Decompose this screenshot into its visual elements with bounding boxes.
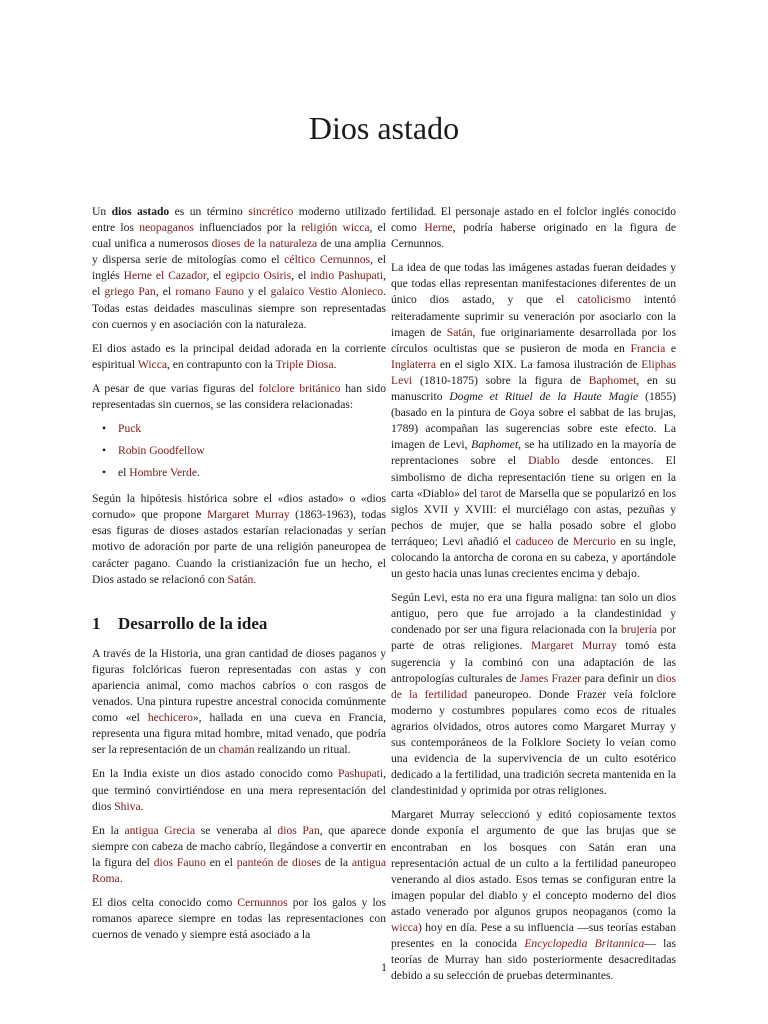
link-dios-pan[interactable]: dios Pan: [277, 823, 320, 837]
link-caduceo[interactable]: caduceo: [515, 534, 554, 548]
link-james-frazer[interactable]: James Frazer: [519, 671, 582, 685]
figures-list: [92, 421, 386, 481]
link-antigua-grecia[interactable]: antigua Grecia: [124, 823, 196, 837]
link-wicca-2[interactable]: wicca: [391, 921, 419, 935]
link-sincretico[interactable]: sincrético: [248, 205, 294, 218]
link-herne[interactable]: Herne: [424, 221, 453, 235]
link-margaret-murray-2[interactable]: Margaret Murray: [531, 639, 617, 653]
section-heading: [92, 613, 386, 633]
link-triple-diosa[interactable]: Triple Diosa: [275, 357, 334, 371]
link-eliphas-levi[interactable]: Eliphas Levi: [391, 357, 676, 387]
paragraph: A pesar de que varias figuras del folclore británico han sido representadas sin cuernos, se las considera relacionadas:: [92, 381, 386, 412]
link-galaico-vestio[interactable]: galaico Vestio Alonieco: [270, 285, 384, 299]
link-hombre-verde[interactable]: Hombre Verde: [129, 466, 197, 480]
link-neopaganos[interactable]: neopaganos: [139, 221, 194, 235]
link-brujeria[interactable]: brujería: [620, 623, 658, 637]
paragraph: A través de la Historia, una gran cantidad de dioses paganos y figuras folclóricas fueron representadas con astas y con apariencia animal, como machos cabríos o con rasgos de venados. Una pintura rupestre ancestral conocida comúnmente como «el hechicero», hallada en una cueva en Francia, representa una figura mitad hombre, mitad venado, que podría ser la representación de un chamán realizando un ritual.: [92, 646, 386, 757]
page-number: 1: [381, 960, 387, 974]
link-mercurio[interactable]: Mercurio: [572, 534, 616, 548]
link-puck[interactable]: Puck: [118, 422, 142, 436]
paragraph: Margaret Murray seleccionó y editó copiosamente textos donde exponía el argumento de que las brujas que se encontraban en los bosques con Satán eran una representación actual de un culto a la fertilidad paneuropeo venerando al dios astado. Esos temas se configuran entre la imagen popular del diablo y el concepto moderno del dios astado venerado por algunos grupos neopaganos (como la wicca) hoy en día. Pese a su influencia —sus teorías estaban presentes en la conocida Encyclopedia Britannica— las teorías de Murray han sido posteriormente desacreditadas debido a su selección de pruebas determinantes.: [391, 808, 677, 983]
right-column: [391, 204, 676, 992]
link-cernunnos[interactable]: Cernunnos: [237, 896, 288, 910]
paragraph: En la India existe un dios astado conocido como Pashupati, que terminó convirtiéndose en una mera representación del dios Shiva.: [92, 767, 386, 813]
list-item: [118, 443, 386, 459]
list-item: • el Hombre Verde.: [118, 465, 386, 481]
link-tarot[interactable]: tarot: [480, 486, 502, 500]
paragraph: La idea de que todas las imágenes astadas fueran deidades y que todas ellas representan manifestaciones diferentes de un único dios astado, y que el catolicismo intentó reiteradamente suprimir su veneración por asociarlo con la imagen de Satán, fue originariamente desarrollada por los círculos ocultistas que se pusieron de moda en Francia e Inglaterra en el siglo XIX. La famosa ilustración de Eliphas Levi (1810-1875) sobre la figura de Baphomet, en su manuscrito Dogme et Rituel de la Haute Magie (1855) (basado en la pintura de Goya sobre el sabbat de las brujas, 1789) acompañan las sugerencias sobre este efecto. La imagen de Levi, Baphomet, se ha utilizado en la mayoría de reprentaciones sobre el Diablo desde entonces. El simbolismo de dicha representación tiene su origen en la carta «Diablo» del tarot de Marsella que se popularizó en los siglos XVII y XVIII: el murciélago con astas, pezuñas y pechos de mujer, que se halla posado sobre el globo terráqueo; Levi añadió el caduceo de Mercurio en su ingle, colocando la antorcha de corona en su cabeza, y aportándole un gesto hacia unas lunas crecientes encima y debajo.: [391, 261, 677, 581]
link-celtico-cernunnos[interactable]: céltico Cernunnos: [284, 253, 371, 267]
paragraph: Según Levi, esta no era una figura maligna: tan solo un dios antiguo, pero que fue arrojado a la clandestinidad y condenado por ser una figura relacionada con la brujería por parte de otras religiones. Margaret Murray tomó esta sugerencia y la combinó con una adaptación de las antropologías culturales de James Frazer para definir un dios de la fertilidad paneuropeo. Donde Frazer veía folclore moderno y costumbres populares como ecos de rituales agrarios olvidados, otros autores como Margaret Murray y sus contemporáneos de la Folklore Society lo veían como una evidencia de la supervivencia de un culto esotérico dedicado a la fertilidad, una tradición secreta mantenida en la clandestinidad y oprimida por otras religiones.: [391, 591, 676, 798]
link-encyclopedia-britannica[interactable]: Encyclopedia Britannica: [524, 937, 645, 951]
page-title: Dios astado: [308, 110, 460, 146]
section-title: Desarrollo de la idea: [118, 613, 268, 633]
link-dios-fauno[interactable]: dios Fauno: [153, 855, 206, 869]
link-griego-pan[interactable]: griego Pan: [104, 285, 156, 299]
link-catolicismo[interactable]: catolicismo: [577, 293, 631, 307]
link-panteon-dioses[interactable]: panteón de dioses: [236, 855, 322, 869]
link-dioses-naturaleza[interactable]: dioses de la naturaleza: [211, 237, 318, 251]
link-herne-cazador[interactable]: Herne el Cazador: [123, 269, 207, 283]
link-folclore-britanico[interactable]: folclore británico: [258, 381, 341, 395]
left-column: [92, 204, 386, 951]
section-number: 1: [92, 613, 101, 633]
paragraph: El dios astado es la principal deidad adorada en la corriente espiritual Wicca, en contrapunto con la Triple Diosa.: [92, 341, 386, 371]
link-antigua-roma[interactable]: antigua Roma: [92, 855, 386, 885]
link-wicca[interactable]: Wicca: [137, 357, 167, 371]
link-romano-fauno[interactable]: romano Fauno: [175, 285, 244, 299]
link-shiva[interactable]: Shiva: [114, 799, 141, 813]
link-francia[interactable]: Francia: [630, 341, 666, 355]
link-diablo[interactable]: Diablo: [528, 454, 560, 468]
link-indio-pashupati[interactable]: indio Pashupati: [310, 269, 384, 283]
link-religion-wicca[interactable]: religión wicca: [301, 221, 370, 235]
paragraph: fertilidad. El personaje astado en el folclor inglés conocido como Herne, podría haberse originado en la figura de Cernunnos.: [391, 205, 677, 251]
link-baphomet[interactable]: Baphomet: [588, 373, 637, 387]
link-chaman[interactable]: chamán: [218, 743, 255, 757]
paragraph: El dios celta conocido como Cernunnos por los galos y los romanos aparece siempre en todas las representaciones con cuernos de venado y siempre está asociado a la: [92, 896, 386, 942]
link-satan-2[interactable]: Satán: [446, 325, 473, 339]
link-satan[interactable]: Satán: [227, 572, 254, 586]
paragraph: En la antigua Grecia se veneraba al dios Pan, que aparece siempre con cabeza de macho cabrío, llegándose a convertir en la figura del dios Fauno en el panteón de dioses de la antigua Roma.: [92, 823, 386, 885]
list-item: [118, 421, 386, 437]
link-margaret-murray[interactable]: Margaret Murray: [207, 508, 290, 522]
link-hechicero[interactable]: hechicero: [147, 711, 193, 725]
link-egipcio-osiris[interactable]: egipcio Osiris: [225, 269, 292, 283]
link-pashupati[interactable]: Pashupati: [338, 767, 384, 781]
link-inglaterra[interactable]: Inglaterra: [391, 357, 437, 371]
paragraph: Un dios astado es un término sincrético moderno utilizado entre los neopaganos influenciados por la religión wicca, el cual unifica a numerosos dioses de la naturaleza de una amplia y dispersa serie de mitologías como el céltico Cernunnos, el inglés Herne el Cazador, el egipcio Osiris, el indio Pashupati, el griego Pan, el romano Fauno y el galaico Vestio Alonieco. Todas estas deidades masculinas siempre son representadas con cuernos y en asociación con la naturaleza.: [92, 205, 387, 331]
link-dios-fertilidad[interactable]: dios de la fertilidad: [391, 671, 676, 701]
paragraph: Según la hipótesis histórica sobre el «dios astado» o «dios cornudo» que propone Margaret Murray (1863-1963), todas esas figuras de dioses astados estarían relacionadas y serían motivo de adoración por parte de una religión paneuropea de carácter pagano. Cuando la cristianización fue un hecho, el Dios astado se relacionó con Satán.: [92, 492, 386, 586]
link-robin-goodfellow[interactable]: Robin Goodfellow: [118, 444, 205, 458]
